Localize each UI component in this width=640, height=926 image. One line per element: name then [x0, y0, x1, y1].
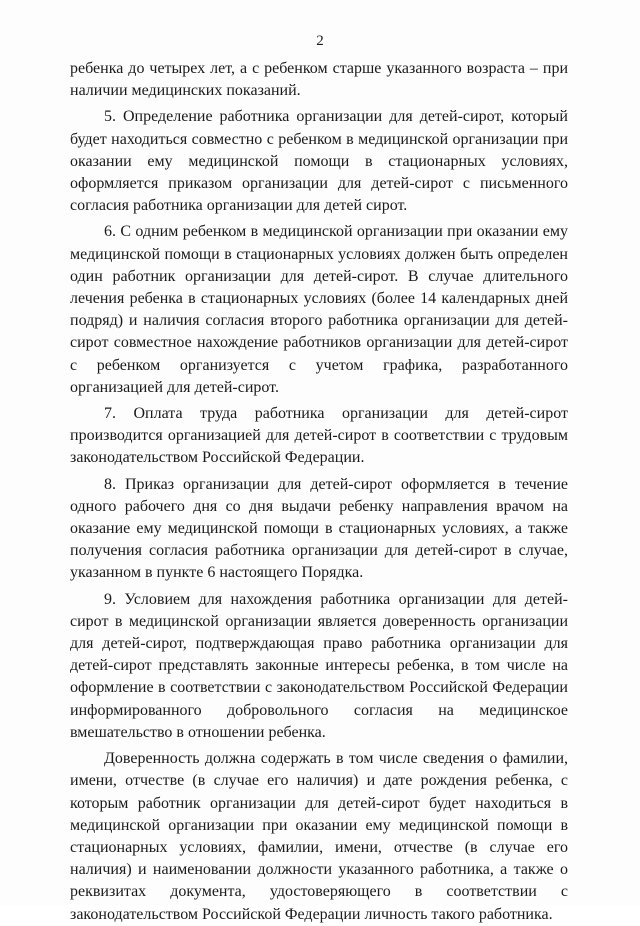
paragraph-item-9: 9. Условием для нахождения работника организации для детей-сирот в медицинской организации является доверенность организации для детей-сирот, подтверждающая право работника организации для детей-сирот представлять законные интересы ребенка, в том числе на оформление в соответствии с законодательством Российской Федерации информированного добровольного согласия на медицинское вмешательство в отношении ребенка.	[70, 590, 568, 741]
document-body	[70, 58, 568, 926]
paragraph-continuation: ребенка до четырех лет, а с ребенком старше указанного возраста – при наличии медицинских показаний.	[70, 60, 568, 100]
paragraph-item-5: 5. Определение работника организации для детей-сирот, который будет находиться совместно с ребенком в медицинской организации при оказании ему медицинской помощи в стационарных условиях, оформляется приказом организации для детей-сирот с письменного согласия работника организации для детей сирот.	[70, 108, 568, 215]
paragraph-item-7: 7. Оплата труда работника организации для детей-сирот производится организацией для детей-сирот в соответствии с трудовым законодательством Российской Федерации.	[70, 405, 568, 467]
paragraph-item-6: 6. С одним ребенком в медицинской организации при оказании ему медицинской помощи в стационарных условиях должен быть определен один работник организации для детей-сирот. В случае длительного лечения ребенка в стационарных условиях (более 14 календарных дней подряд) и наличия согласия второго работника организации для детей-сирот совместное нахождение работников организации для детей-сирот с ребенком организуется с учетом графика, разработанного организацией для детей-сирот.	[70, 223, 568, 396]
page-number: 2	[316, 33, 324, 49]
paragraph-power-of-attorney: Доверенность должна содержать в том числе сведения о фамилии, имени, отчестве (в случае его наличия) и дате рождения ребенка, с которым работник организации для детей-сирот будет находиться в медицинской организации при оказании ему медицинской помощи в стационарных условиях, фамилии, имени, отчестве (в случае его наличия) и наименовании должности указанного работника, а также о реквизитах документа, удостоверяющего в соответствии с законодательством Российской Федерации личность такого работника.	[70, 750, 568, 923]
paragraph-item-8: 8. Приказ организации для детей-сирот оформляется в течение одного рабочего дня со дня выдачи ребенку направления врачом на оказание ему медицинской помощи в стационарных условиях, а также получения согласия работника организации для детей-сирот в случае, указанном в пункте 6 настоящего Порядка.	[70, 475, 568, 582]
